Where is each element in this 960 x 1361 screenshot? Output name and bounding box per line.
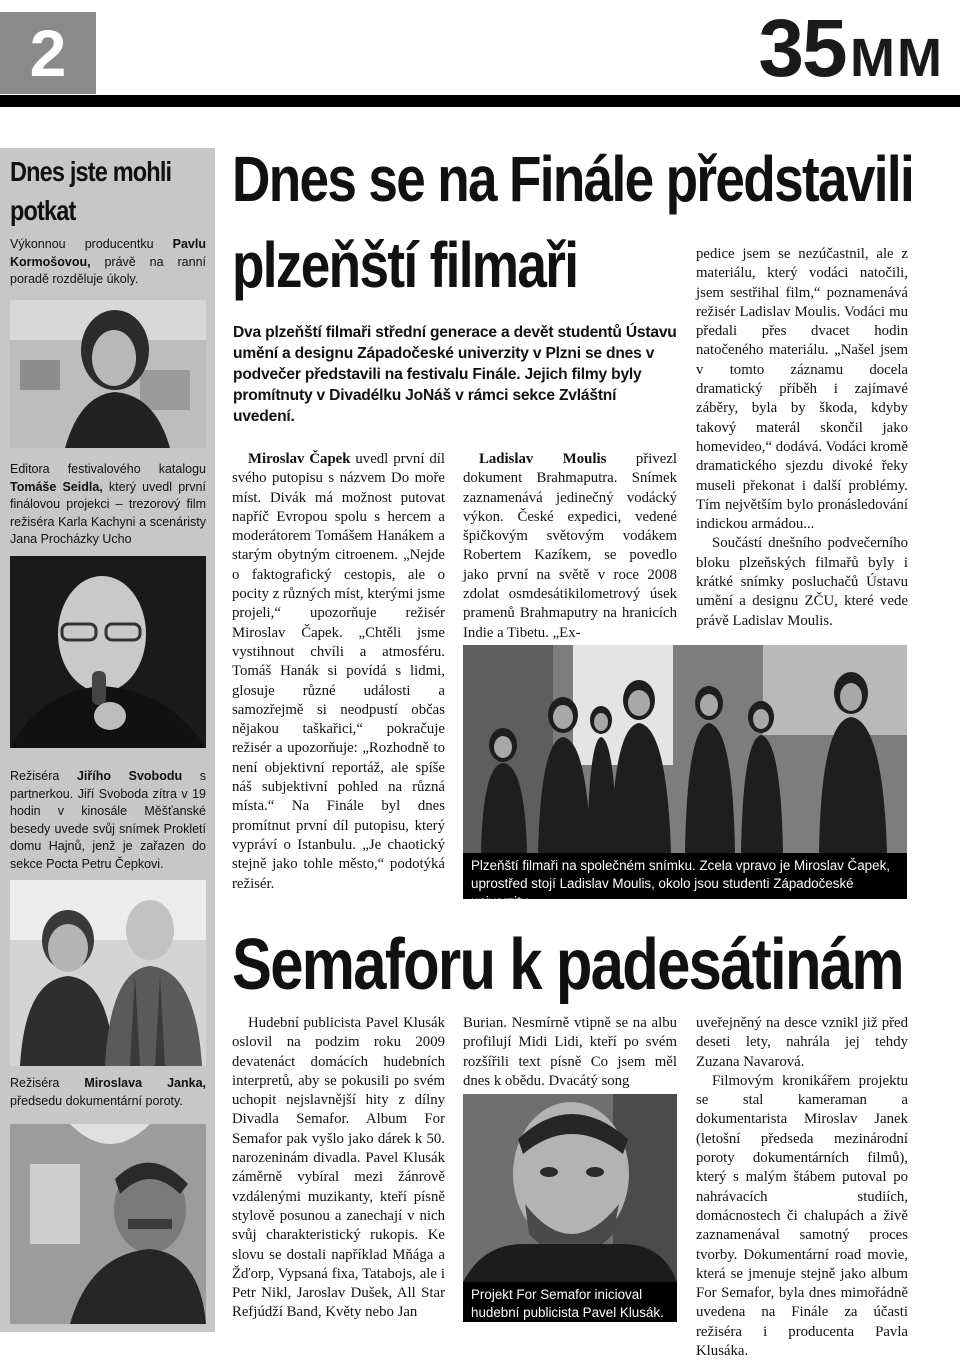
article2-headline: Semaforu k padesátinám bbox=[232, 925, 903, 1005]
photo-jury-chair bbox=[10, 1124, 206, 1324]
caption-text: Režiséra bbox=[10, 769, 77, 783]
article1-col1-name: Miroslav Čapek bbox=[248, 451, 351, 467]
article1-headline-line2: plzeňští filmaři bbox=[232, 229, 578, 301]
sidebar-caption-4 bbox=[10, 1075, 206, 1110]
article1-col3-text: pedice jsem se nezúčastnil, ale z materiálu, který vodáci natočili, jsem sestřihal film,“ poznamenává režisér Ladislav Moulis. Vodáci mu předali přes dvacet hodin natočeného materiálu. „Našel jsem v tomto záznamu docela dramatický příběh i zajímavé záběry, byla by škoda, kdyby takový materál skončil jako homevideo,“ dodává. Vodáci kromě dramatického sjezdu divoké řeky museli překonat i další problémy. Tím největším bylo pronásledování indickou armádou... bbox=[696, 246, 908, 533]
masthead-logo bbox=[758, 2, 944, 96]
article1-column-2 bbox=[463, 450, 677, 643]
article2-column-1 bbox=[232, 1014, 445, 1323]
masthead-small: MM bbox=[850, 28, 944, 88]
photo-producer bbox=[10, 300, 206, 448]
article1-col3-text2: Součástí dnešního podvečerního bloku plzeňských filmařů byly i krátké snímky posluchačů Ústavu umění a designu ZČU, které vede právě Ladislav Moulis. bbox=[696, 535, 908, 629]
caption-name: Pavlu Kormošovou, bbox=[10, 237, 206, 269]
top-rule bbox=[0, 95, 960, 107]
caption-name: Miroslava Janka, bbox=[84, 1076, 207, 1090]
article2-photo-caption: Projekt For Semafor inicioval hudební publicista Pavel Klusák. bbox=[463, 1282, 677, 1322]
article2-col3-text2: Filmovým kronikářem projektu se stal kameraman a dokumentarista Miroslav Janek (letošní předseda mezinárodní poroty dokumentárních filmů), který s malým štábem putoval po nahrávacích studiích, domácnostech či chalupách a živě zaznamenával samotný proces tvorby. Dokumentární road movie, která se jmenuje stejně jako album For Semafor, byla dnes mimořádně uvedena na Finále za účasti režiséra i producenta Pavla Klusáka. bbox=[696, 1072, 908, 1360]
page-number-badge: 2 bbox=[0, 12, 96, 94]
photo-filmmakers-group bbox=[463, 645, 907, 853]
caption-text: Režiséra bbox=[10, 1076, 85, 1090]
photo-editor bbox=[10, 556, 206, 748]
caption-text: Výkonnou producentku bbox=[10, 237, 173, 251]
article1-col2-name: Ladislav Moulis bbox=[479, 451, 607, 467]
article1-column-3 bbox=[696, 245, 908, 631]
article1-col2-text: přivezl dokument Brahmaputra. Snímek zaznamenává jedinečný vodácký výkon. České expedici, vedené špičkovým světovým vodákem Robertem Kazíkem, se povedlo jako první na světě v roce 2008 zdolat osmdesátikilometrový úsek pramenů Brahmaputry na hranicích Indie a Tibetu. „Ex- bbox=[463, 451, 677, 641]
caption-name: Tomáše Seidla, bbox=[10, 479, 103, 494]
article2-col1-text: Hudební publicista Pavel Klusák oslovil na podzim roku 2009 devatenáct domácích hudebních interpretů, aby se pokusili po svém uchopit nejslavnější hity z dílny Divadla Semafor. Album For Semafor pak vyšlo jako dárek k 50. narozeninám divadla. Pavel Klusák záměrně vybíral mezi žánrově vzdálenými muzikanty, kteří písně stylově posunou a zanechají v nich svůj charakteristický rukopis. Ke slovu se dostali například Mňága a Žďorp, Vypsaná fixa, Tatabojs, ale i Petr Nikl, Jaroslav Dušek, All Star Refjúdží Band, Květy nebo Jan bbox=[232, 1015, 445, 1321]
caption-text: který uvedl první finálovou projekci – trezorový film režiséra Karla Kachyni a scenáristy Jana Procházky Ucho bbox=[10, 479, 206, 547]
article2-column-2 bbox=[463, 1014, 677, 1091]
sidebar bbox=[0, 148, 215, 1332]
sidebar-caption-1 bbox=[10, 236, 206, 289]
article2-col2-text: Burian. Nesmírně vtipně se na albu profilují Midi Lidi, kteří po svém rozšířili text písně Co jsem měl dnes k obědu. Dvacátý song bbox=[463, 1015, 677, 1089]
caption-text: předsedu dokumentární poroty. bbox=[10, 1093, 183, 1108]
photo-pavel-klusak bbox=[463, 1094, 677, 1282]
sidebar-caption-2 bbox=[10, 461, 206, 549]
sidebar-heading: Dnes jste mohli potkat bbox=[10, 156, 172, 226]
sidebar-caption-3 bbox=[10, 768, 206, 874]
article1-headline-line1: Dnes se na Finále představili bbox=[232, 143, 914, 215]
caption-text: s partnerkou. Jiří Svoboda zítra v 19 hodin v kinosále Měšťanské besedy uvede svůj snímek Prokletí domu Hajnů, jenž je zařazen do sekce Pocta Petru Čepkovi. bbox=[10, 769, 206, 871]
article1-col1-text: uvedl první díl svého putopisu s názvem Do moře míst. Divák má možnost putovat napříč Evropou spolu s hercem a moderátorem Tomášem Hanákem a starým obytným citroenem. „Nejde o faktografický cestopis, ale o pocity z různých míst, kterými jsme projeli,“ upozorňuje režisér Miroslav Čapek. „Chtěli jsme vystihnout chvíli a atmosféru. Tomáš Hanák si povídá s lidmi, glosuje různé události a samozřejmě si neodpustí občas nějakou taškařici,“ pokračuje režisér a upozorňuje: „Rozhodně to není objektivní reportáž, ale spíše náš subjektivní pohled na různá místa.“ Na Finále byl dnes promítnut první díl putopisu, který vypráví o Istanbulu. „Je chaotický stejně jako tohle město,“ podotýká režisér. bbox=[232, 451, 445, 892]
masthead-big: 35 bbox=[758, 3, 846, 94]
photo-director-couple bbox=[10, 880, 206, 1066]
caption-text: právě na ranní poradě rozděluje úkoly. bbox=[10, 254, 206, 287]
article1-column-1 bbox=[232, 450, 445, 894]
caption-name: Jiřího Svobodu bbox=[76, 769, 183, 783]
article1-photo-caption: Plzeňští filmaři na společném snímku. Zcela vpravo je Miroslav Čapek, uprostřed stojí Ladislav Moulis, okolo jsou studenti Západočeské univerzity. bbox=[463, 853, 907, 899]
caption-text: Editora festivalového katalogu bbox=[10, 462, 206, 476]
article1-lead: Dva plzeňští filmaři střední generace a devět studentů Ústavu umění a designu Západočeské univerzity v Plzni se dnes v podvečer představili na festivalu Finále. Jejich filmy byly promítnuty v Divadélku JoNáš v rámci sekce Zvláštní uvedení. bbox=[233, 324, 677, 425]
article2-column-3 bbox=[696, 1014, 908, 1361]
article2-col3-text: uveřejněný na desce vznikl již před deseti lety, nahrála jej tehdy Zuzana Navarová. bbox=[696, 1015, 908, 1070]
